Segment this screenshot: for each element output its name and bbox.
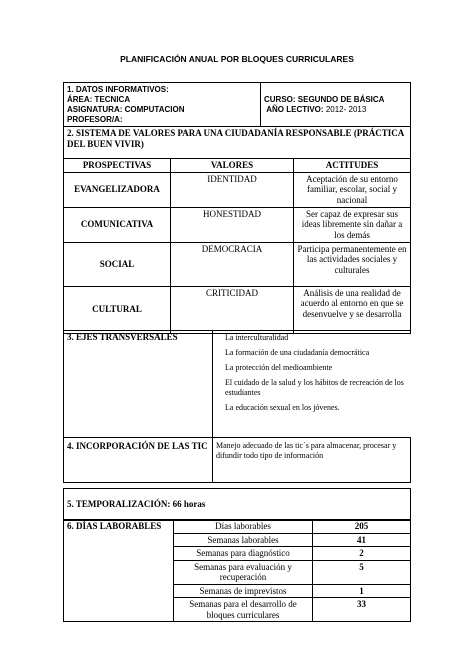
table-row (64, 286, 411, 333)
col-valores: VALORES (171, 159, 294, 173)
anio-lectivo-label: AÑO LECTIVO: (266, 105, 324, 114)
prospectiva-cell: CULTURAL (64, 286, 171, 333)
list-item: La protección del medioambiente (225, 363, 333, 372)
table-row (64, 520, 411, 534)
curso-label: CURSO: SEGUNDO DE BÁSICA (264, 95, 385, 104)
prospectiva-cell: EVANGELIZADORA (64, 172, 171, 207)
actitud-cell: Ser capaz de expresar sus ideas libremente sin dañar a los demás (294, 207, 411, 242)
tic-text: Manejo adecuado de las tic´s para almacenar, procesar y difundir todo tipo de información (213, 438, 411, 483)
table-row (64, 172, 411, 207)
dias-value-cell: 41 (313, 533, 411, 547)
area-label: ÁREA: TECNICA (67, 95, 131, 104)
actitud-cell: Análisis de una realidad de acuerdo al entorno en que se desenvuelve y se desarrolla (294, 286, 411, 333)
list-item: La formación de una ciudadanía democrática (225, 348, 370, 357)
dias-laborables-table (63, 519, 411, 622)
dias-label-cell: Semanas para el desarrollo de bloques curriculares (174, 598, 313, 622)
dias-label-cell: Semanas de imprevistos (174, 584, 313, 598)
page-title: PLANIFICACIÓN ANUAL POR BLOQUES CURRICULARES (120, 54, 354, 64)
dias-value-cell: 1 (313, 584, 411, 598)
table-row (64, 242, 411, 286)
valor-cell: IDENTIDAD (171, 172, 294, 207)
dias-value-cell: 2 (313, 547, 411, 561)
prospectiva-cell: SOCIAL (64, 242, 171, 286)
ejes-tic-table (63, 330, 411, 483)
tic-heading: 4. INCORPORACIÓN DE LAS TIC (64, 438, 213, 483)
sistema-valores-table (63, 126, 411, 334)
list-item: La educación sexual en los jóvenes. (225, 403, 340, 412)
ejes-list (213, 331, 411, 438)
dias-label-cell: Días laborables (174, 520, 313, 534)
valor-cell: DEMOCRACIA (171, 242, 294, 286)
col-actitudes: ACTITUDES (294, 159, 411, 173)
sistema-heading: 2. SISTEMA DE VALORES PARA UNA CIUDADANÍA RESPONSABLE (PRÁCTICA DEL BUEN VIVIR) (64, 127, 411, 159)
datos-heading: 1. DATOS INFORMATIVOS: (67, 85, 169, 94)
col-prospectivas: PROSPECTIVAS (64, 159, 171, 173)
dias-label-cell: Semanas laborables (174, 533, 313, 547)
dias-value-cell: 5 (313, 560, 411, 584)
dias-value-cell: 33 (313, 598, 411, 622)
profesor-label: PROFESOR/A: (67, 115, 123, 124)
actitud-cell: Aceptación de su entorno familiar, escolar, social y nacional (294, 172, 411, 207)
list-item: El cuidado de la salud y los hábitos de recreación de los estudiantes (225, 378, 404, 397)
temporalizacion-heading: 5. TEMPORALIZACIÓN: 66 horas (64, 489, 411, 521)
table-row (64, 207, 411, 242)
datos-informativos-table (63, 82, 411, 127)
asignatura-label: ASIGNATURA: COMPUTACION (67, 105, 185, 114)
datos-right-cell (261, 83, 411, 127)
valor-cell: CRITICIDAD (171, 286, 294, 333)
datos-left-cell (64, 83, 261, 127)
dias-label-cell: Semanas para evaluación y recuperación (174, 560, 313, 584)
list-item: La interculturalidad (225, 333, 289, 342)
prospectiva-cell: COMUNICATIVA (64, 207, 171, 242)
actitud-cell: Participa permanentemente en las actividades sociales y culturales (294, 242, 411, 286)
dias-label-cell: Semanas para diagnóstico (174, 547, 313, 561)
temporalizacion-table (63, 488, 411, 521)
valor-cell: HONESTIDAD (171, 207, 294, 242)
dias-value-cell: 205 (313, 520, 411, 534)
anio-lectivo-value: 2012- 2013 (325, 105, 367, 114)
dias-heading: 6. DÍAS LABORABLES (64, 520, 174, 622)
ejes-heading: 3. EJES TRANSVERSALES (64, 331, 213, 438)
